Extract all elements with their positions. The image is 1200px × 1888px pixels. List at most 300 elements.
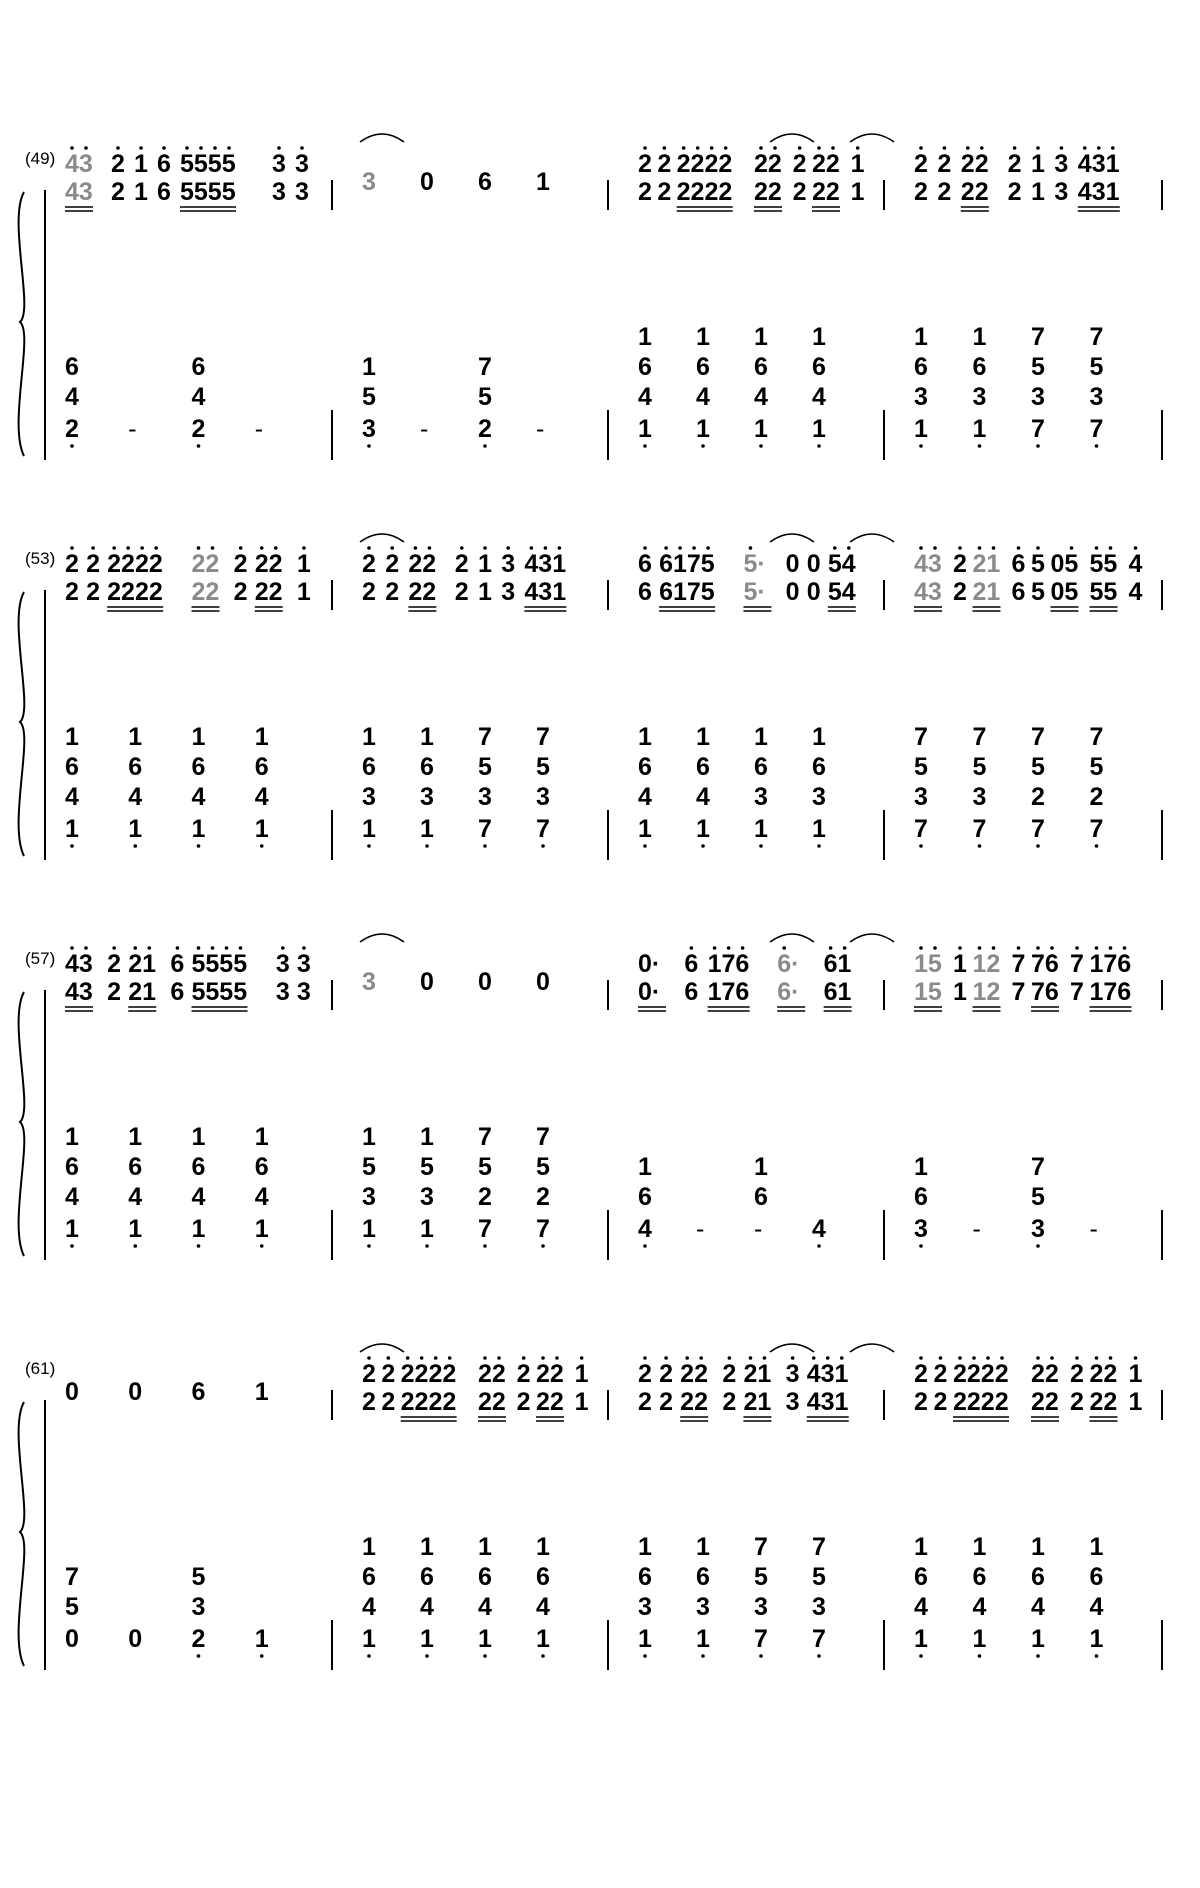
sustain-dash: -	[1089, 1215, 1098, 1243]
octave-dot	[302, 546, 306, 550]
chord-note-bass: 1	[812, 415, 826, 443]
octave-dot	[978, 1654, 982, 1658]
melody-note: 1	[850, 150, 865, 178]
chord-note-bass: 1	[362, 1215, 376, 1243]
chord-note-top: 6	[65, 353, 79, 381]
octave-dot	[812, 1356, 816, 1360]
chord-note-bass: 1	[254, 1215, 269, 1243]
octave-dot	[713, 946, 717, 950]
melody-note: 2222	[953, 1360, 1009, 1388]
octave-dot	[978, 444, 982, 448]
slur-arc	[360, 1344, 404, 1352]
melody-note: 2	[86, 550, 100, 578]
chord-note-top: 5	[754, 1563, 768, 1591]
octave-dot	[406, 1356, 410, 1360]
octave-dot	[147, 946, 151, 950]
measure-number: (53)	[25, 549, 56, 568]
chord-note-top: 6	[420, 753, 434, 781]
melody-note: 1	[953, 950, 967, 978]
octave-dot	[197, 546, 201, 550]
melody-note-doubled: 43	[65, 978, 93, 1006]
chord-note-high: 7	[1089, 323, 1104, 351]
melody-note: 7	[1011, 950, 1026, 978]
chord-note-bass: 1	[191, 1215, 206, 1243]
octave-dot	[197, 946, 201, 950]
chord-note-bass: 1	[914, 1625, 928, 1653]
chord-note-bass: 7	[536, 1215, 550, 1243]
chord-note-mid: 3	[478, 783, 492, 811]
melody-note-doubled: 431	[806, 1388, 849, 1416]
melody-note: 2	[362, 550, 376, 578]
octave-dot	[199, 146, 203, 150]
chord-note-top: 5	[1031, 353, 1045, 381]
system-2	[19, 534, 1162, 860]
melody-note: 2	[111, 150, 125, 178]
melody-note: 2	[381, 1360, 396, 1388]
octave-dot	[1123, 946, 1127, 950]
melody-note: 1	[574, 1360, 589, 1388]
melody-note: 21	[743, 1360, 772, 1388]
octave-dot	[541, 1654, 545, 1658]
octave-dot	[1075, 946, 1079, 950]
octave-dot	[197, 1244, 201, 1248]
chord-note-high: 1	[128, 1123, 143, 1151]
melody-note: 6	[478, 168, 492, 196]
melody-note-doubled: 2	[1007, 178, 1022, 206]
octave-dot	[70, 146, 74, 150]
melody-note: 22	[812, 150, 840, 178]
octave-dot	[919, 1244, 923, 1248]
melody-note-doubled: 05	[1050, 578, 1079, 606]
melody-note: 55	[1089, 550, 1118, 578]
chord-note-top: 1	[754, 1153, 768, 1181]
system-brace	[19, 592, 25, 856]
sustain-dash: -	[128, 415, 137, 443]
octave-dot	[1017, 546, 1021, 550]
chord-note-bass: 1	[1031, 1625, 1045, 1653]
octave-dot	[522, 1356, 526, 1360]
chord-note-mid: 4	[638, 383, 652, 411]
chord-note-bass: 7	[478, 1215, 492, 1243]
octave-dot	[1036, 146, 1040, 150]
chord-note-high: 7	[914, 723, 928, 751]
melody-note-doubled: 3	[275, 978, 290, 1006]
chord-note-bass: 1	[638, 415, 652, 443]
octave-dot	[759, 844, 763, 848]
chord-note-bass: 1	[754, 815, 768, 843]
octave-dot	[1095, 946, 1099, 950]
chord-note-bass: 3	[914, 1215, 928, 1243]
octave-dot	[972, 1356, 976, 1360]
chord-note-top: 6	[812, 353, 826, 381]
octave-dot	[70, 844, 74, 848]
octave-dot	[1036, 946, 1040, 950]
octave-dot	[1060, 146, 1064, 150]
chord-note-bass: 1	[696, 415, 710, 443]
octave-dot	[300, 146, 304, 150]
melody-note-doubled: 21	[743, 1388, 772, 1416]
octave-dot	[817, 444, 821, 448]
octave-dot	[958, 946, 962, 950]
chord-note-bass: 1	[754, 415, 768, 443]
chord-note-mid: 4	[128, 783, 143, 811]
measure-1-1	[65, 146, 309, 448]
octave-dot	[919, 444, 923, 448]
chord-note-top: 7	[65, 1563, 79, 1591]
melody-note: 05	[1050, 550, 1079, 578]
melody-note-doubled: 2	[65, 578, 79, 606]
chord-note-mid: 4	[478, 1593, 492, 1621]
melody-note-doubled: 1	[1031, 178, 1045, 206]
melody-note-doubled: 176	[1089, 978, 1132, 1006]
melody-note: 2	[65, 550, 79, 578]
measure-3-2	[362, 968, 550, 1248]
chord-note-bass: 7	[1031, 415, 1045, 443]
melody-note: 1	[1031, 150, 1045, 178]
melody-note-doubled: 6175	[659, 578, 715, 606]
octave-dot	[986, 1356, 990, 1360]
octave-dot	[1036, 444, 1040, 448]
octave-dot	[782, 946, 786, 950]
chord-note-top: 6	[914, 353, 928, 381]
melody-note: 21	[128, 950, 157, 978]
chord-note-bass: 7	[1031, 815, 1045, 843]
octave-dot	[580, 1356, 584, 1360]
octave-dot	[678, 546, 682, 550]
octave-dot	[211, 946, 215, 950]
chord-note-high: 1	[812, 323, 826, 351]
chord-note-bass: 7	[1089, 415, 1104, 443]
melody-note: 0	[420, 168, 434, 196]
chord-note-high: 1	[1089, 1533, 1104, 1561]
octave-dot	[1095, 546, 1099, 550]
chord-note-mid: 5	[1031, 1183, 1045, 1211]
chord-note-top: 6	[254, 1153, 269, 1181]
melody-note: 0·	[638, 950, 661, 978]
melody-note: 22	[680, 1360, 708, 1388]
chord-note-high: 7	[536, 1123, 550, 1151]
melody-note: 76	[1031, 950, 1059, 978]
chord-note-mid: 4	[191, 383, 206, 411]
chord-note-mid: 4	[254, 1183, 269, 1211]
chord-note-bass: 1	[536, 1625, 550, 1653]
chord-note-bass: 1	[812, 815, 826, 843]
octave-dot	[367, 844, 371, 848]
chord-note-top: 6	[128, 753, 143, 781]
melody-note: 3	[785, 1360, 800, 1388]
chord-note-top: 6	[638, 1563, 652, 1591]
melody-note: 0	[785, 550, 800, 578]
chord-note-top: 6	[191, 1153, 206, 1181]
octave-dot	[798, 146, 802, 150]
melody-note: 6·	[777, 950, 800, 978]
melody-note-doubled: 3	[785, 1388, 800, 1416]
octave-dot	[919, 546, 923, 550]
octave-dot	[692, 546, 696, 550]
chord-note-mid: 5	[65, 1593, 79, 1621]
octave-dot	[133, 946, 137, 950]
melody-note: 2222	[676, 150, 733, 178]
chord-note-high: 1	[638, 323, 652, 351]
chord-note-mid: 3	[754, 1593, 768, 1621]
chord-note-bass: 1	[638, 815, 652, 843]
melody-note: 2	[659, 1360, 673, 1388]
melody-note: 1	[536, 168, 550, 196]
melody-note-doubled: 5555	[180, 178, 236, 206]
octave-dot	[387, 1356, 391, 1360]
octave-dot	[690, 946, 694, 950]
melody-note: 6175	[659, 550, 715, 578]
melody-note-doubled: 7	[1070, 978, 1084, 1006]
octave-dot	[759, 444, 763, 448]
melody-note: 12	[972, 950, 1001, 978]
chord-note-mid: 3	[638, 1593, 652, 1621]
chord-note-high: 1	[638, 723, 652, 751]
octave-dot	[197, 444, 201, 448]
melody-note: 54	[827, 550, 856, 578]
chord-note-mid: 4	[362, 1593, 376, 1621]
chord-note-high: 1	[972, 1533, 987, 1561]
chord-note-bass: 1	[420, 1215, 434, 1243]
chord-note-bass: 2	[65, 415, 79, 443]
chord-note-top: 6	[696, 753, 710, 781]
chord-note-mid: 2	[536, 1183, 550, 1211]
octave-dot	[483, 1244, 487, 1248]
melody-note-doubled: 3	[501, 578, 516, 606]
octave-dot	[1109, 546, 1113, 550]
octave-dot	[506, 546, 510, 550]
slur-arc	[770, 934, 814, 942]
octave-dot	[367, 546, 371, 550]
chord-note-high: 1	[191, 1123, 206, 1151]
octave-dot	[724, 146, 728, 150]
octave-dot	[958, 546, 962, 550]
melody-note: 43	[65, 150, 93, 178]
chord-note-bass: 2	[191, 415, 206, 443]
octave-dot	[1109, 1356, 1113, 1360]
octave-dot	[1050, 946, 1054, 950]
chord-note-mid: 3	[420, 783, 434, 811]
chord-note-high: 7	[1089, 723, 1104, 751]
chord-note-top: 5	[914, 753, 928, 781]
octave-dot	[1050, 1356, 1054, 1360]
octave-dot	[817, 844, 821, 848]
octave-dot	[530, 546, 534, 550]
chord-note-mid: 3	[1089, 383, 1104, 411]
measure-3-1	[65, 946, 311, 1248]
chord-note-bass: 1	[191, 815, 206, 843]
melody-note: 22	[408, 550, 437, 578]
chord-note-high: 7	[1031, 323, 1045, 351]
chord-note-high: 1	[65, 723, 79, 751]
octave-dot	[840, 1356, 844, 1360]
octave-dot	[197, 844, 201, 848]
chord-note-top: 6	[696, 353, 710, 381]
chord-note-high: 1	[1031, 1533, 1045, 1561]
octave-dot	[260, 844, 264, 848]
chord-note-bass: 0	[128, 1625, 143, 1653]
chord-note-high: 1	[420, 723, 434, 751]
octave-dot	[833, 546, 837, 550]
measure-4-4	[914, 1356, 1143, 1658]
melody-note-doubled: 43	[914, 578, 942, 606]
system-brace	[19, 1402, 25, 1666]
octave-dot	[1075, 1356, 1079, 1360]
chord-note-high: 7	[1031, 723, 1045, 751]
measure-number: (49)	[25, 149, 56, 168]
system-brace	[19, 992, 25, 1256]
melody-note: 431	[806, 1360, 849, 1388]
chord-note-top: 5	[1089, 353, 1104, 381]
measure-4-1	[65, 1378, 269, 1658]
octave-dot	[1000, 1356, 1004, 1360]
chord-note-mid: 4	[65, 783, 79, 811]
octave-dot	[260, 546, 264, 550]
octave-dot	[682, 146, 686, 150]
sustain-dash: -	[754, 1215, 763, 1243]
octave-dot	[829, 946, 833, 950]
octave-dot	[843, 946, 847, 950]
melody-note: 5555	[180, 150, 236, 178]
chord-note-bass: 1	[65, 1215, 79, 1243]
chord-note-mid: 4	[536, 1593, 550, 1621]
melody-note-doubled: 2222	[953, 1388, 1009, 1416]
chord-note-mid: 4	[696, 783, 710, 811]
chord-note-bass: 3	[1031, 1215, 1045, 1243]
melody-note: 2	[516, 1360, 531, 1388]
melody-note: 43	[65, 950, 93, 978]
chord-note-bass: 3	[362, 415, 376, 443]
octave-dot	[933, 546, 937, 550]
chord-note-high: 1	[254, 1123, 269, 1151]
melody-note-doubled: 2	[381, 1388, 396, 1416]
octave-dot	[225, 946, 229, 950]
chord-note-high: 1	[812, 723, 826, 751]
chord-note-top: 5	[1031, 753, 1045, 781]
melody-note-doubled: 2222	[400, 1388, 457, 1416]
octave-dot	[239, 946, 243, 950]
chord-note-bass: 1	[696, 815, 710, 843]
melody-note: 2	[792, 150, 807, 178]
melody-note-doubled: 22	[254, 578, 283, 606]
octave-dot	[425, 1654, 429, 1658]
chord-note-bass: 7	[972, 815, 987, 843]
octave-dot	[992, 946, 996, 950]
melody-note: 2	[362, 1360, 376, 1388]
octave-dot	[663, 146, 667, 150]
slur-arc	[850, 1344, 894, 1352]
octave-dot	[112, 946, 116, 950]
sustain-dash: -	[536, 415, 545, 443]
chord-note-mid: 4	[1089, 1593, 1104, 1621]
chord-note-high: 7	[754, 1533, 768, 1561]
chord-note-high: 7	[478, 1123, 492, 1151]
octave-dot	[664, 1356, 668, 1360]
octave-dot	[706, 546, 710, 550]
octave-dot	[541, 844, 545, 848]
chord-note-high: 1	[478, 1533, 492, 1561]
octave-dot	[643, 146, 647, 150]
melody-note: 2222	[107, 550, 163, 578]
chord-note-bass: 1	[420, 1625, 434, 1653]
chord-note-top: 5	[478, 1153, 492, 1181]
measure-4-3	[638, 1356, 849, 1658]
octave-dot	[728, 1356, 732, 1360]
slur-arc	[360, 534, 404, 542]
chord-note-high: 1	[696, 723, 710, 751]
octave-dot	[1109, 946, 1113, 950]
melody-note-doubled: 3	[272, 178, 286, 206]
melody-note: 2	[1070, 1360, 1084, 1388]
melody-note-doubled: 22	[1089, 1388, 1118, 1416]
chord-note-top: 5	[362, 1153, 376, 1181]
octave-dot	[70, 546, 74, 550]
melody-note: 22	[960, 150, 989, 178]
octave-dot	[958, 1356, 962, 1360]
chord-note-high: 1	[191, 723, 206, 751]
melody-note: 2	[914, 150, 928, 178]
melody-note-doubled: 1	[134, 178, 148, 206]
measure-3-3	[638, 946, 852, 1248]
chord-note-top: 6	[191, 353, 206, 381]
melody-note: 22	[754, 150, 782, 178]
octave-dot	[943, 146, 947, 150]
melody-note: 2	[454, 550, 469, 578]
octave-dot	[643, 1244, 647, 1248]
melody-note: 15	[914, 950, 942, 978]
melody-note: 2	[953, 550, 967, 578]
chord-note-bass: 1	[914, 415, 928, 443]
octave-dot	[1095, 844, 1099, 848]
octave-dot	[1036, 1356, 1040, 1360]
melody-note-doubled: 2	[657, 178, 672, 206]
chord-note-top: 6	[65, 1153, 79, 1181]
system-3	[19, 934, 1162, 1260]
melody-note-doubled: 6	[638, 578, 652, 606]
chord-note-top: 7	[1031, 1153, 1045, 1181]
octave-dot	[414, 546, 418, 550]
melody-note-doubled: 22	[536, 1388, 564, 1416]
melody-note: 4	[1128, 550, 1143, 578]
octave-dot	[1111, 146, 1115, 150]
octave-dot	[749, 1356, 753, 1360]
chord-note-mid: 4	[191, 783, 206, 811]
melody-note: 0	[128, 1378, 143, 1406]
octave-dot	[1095, 1356, 1099, 1360]
sustain-dash: -	[696, 1215, 705, 1243]
octave-dot	[84, 946, 88, 950]
octave-dot	[154, 546, 158, 550]
melody-note: 3	[275, 950, 290, 978]
melody-note-doubled: 61	[823, 978, 852, 1006]
melody-note-doubled: 3	[296, 978, 311, 1006]
chord-note-top: 6	[638, 753, 652, 781]
chord-note-mid: 5	[362, 383, 376, 411]
octave-dot	[483, 1356, 487, 1360]
octave-dot	[978, 844, 982, 848]
chord-note-mid: 3	[754, 783, 768, 811]
chord-note-high: 1	[362, 723, 376, 751]
octave-dot	[696, 146, 700, 150]
system-1	[19, 134, 1162, 460]
octave-dot	[933, 946, 937, 950]
octave-dot	[227, 146, 231, 150]
slur-arc	[360, 934, 404, 942]
chord-note-mid: 3	[696, 1593, 710, 1621]
chord-note-mid: 4	[254, 783, 269, 811]
melody-note-doubled: 0	[785, 578, 800, 606]
melody-note: 2	[638, 1360, 652, 1388]
